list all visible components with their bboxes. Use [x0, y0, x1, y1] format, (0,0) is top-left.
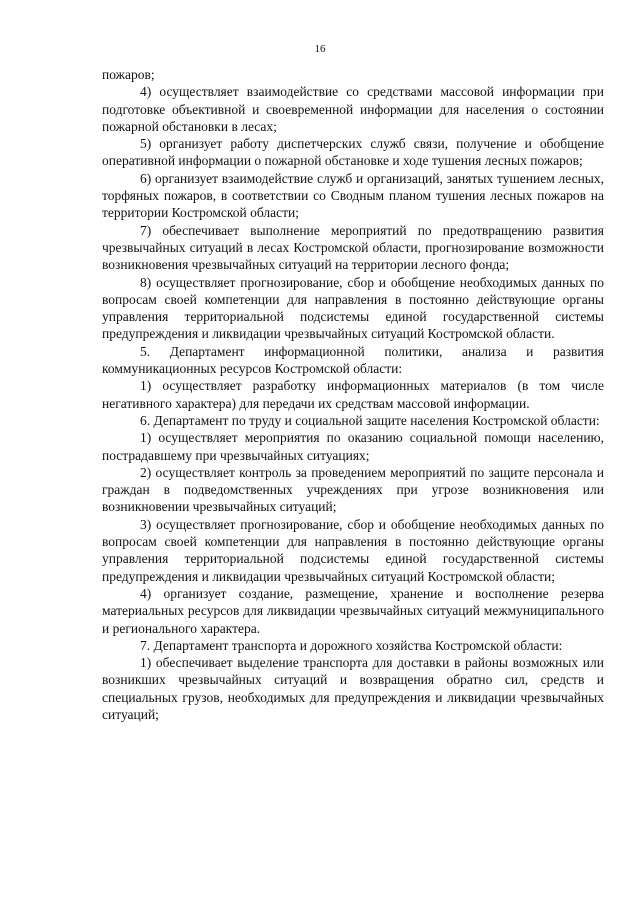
paragraph: 8) осуществляет прогнозирование, сбор и обобщение необходимых данных по вопросам своей компетенции для направления в постоянно действующие органы управления территориальной подсистемы единой государственной системы предупреждения и ликвидации чрезвычайных ситуаций Костромской области.: [102, 274, 604, 342]
page-number: 16: [314, 43, 326, 55]
paragraph: 6. Департамент по труду и социальной защите населения Костромской области:: [140, 412, 600, 428]
paragraph: 5) организует работу диспетчерских служб связи, получение и обобщение оперативной информации о пожарной обстановке и ходе тушения лесных пожаров;: [102, 136, 604, 169]
paragraph: 6) организует взаимодействие служб и организаций, занятых тушением лесных, торфяных пожаров, в соответствии со Сводным планом тушения лесных пожаров на территории Костромской области;: [102, 170, 604, 221]
paragraph: 7) обеспечивает выполнение мероприятий по предотвращению развития чрезвычайных ситуаций в лесах Костромской области, прогнозирование возможности возникновения чрезвычайных ситуаций на территории лесного фонда;: [102, 222, 604, 273]
paragraph: 5. Департамент информационной политики, анализа и развития коммуникационных ресурсов Костромской области:: [102, 343, 604, 377]
paragraph: 3) осуществляет прогнозирование, сбор и обобщение необходимых данных по вопросам своей компетенции для направления в постоянно действующие органы управления территориальной подсистемы единой государственной системы предупреждения и ликвидации чрезвычайных ситуаций Костромской области;: [102, 516, 604, 584]
paragraph: пожаров;: [102, 67, 155, 82]
paragraph: 7. Департамент транспорта и дорожного хозяйства Костромской области:: [140, 637, 563, 653]
document-body: [102, 66, 604, 723]
paragraph: 2) осуществляет контроль за проведением мероприятий по защите персонала и граждан в подведомственных учреждениях при угрозе возникновения или возникновении чрезвычайных ситуаций;: [102, 464, 604, 515]
paragraph: 1) осуществляет разработку информационных материалов (в том числе негативного характера) для передачи их средствам массовой информации.: [102, 378, 604, 411]
paragraph: 4) организует создание, размещение, хранение и восполнение резерва материальных ресурсов для ликвидации чрезвычайных ситуаций межмуниципального и регионального характера.: [102, 585, 604, 636]
paragraph: 4) осуществляет взаимодействие со средствами массовой информации при подготовке объективной и своевременной информации для населения о состоянии пожарной обстановки в лесах;: [102, 84, 604, 134]
paragraph: 1) осуществляет мероприятия по оказанию социальной помощи населению, пострадавшему при чрезвычайных ситуациях;: [102, 430, 604, 463]
paragraph: 1) обеспечивает выделение транспорта для доставки в районы возможных или возникших чрезвычайных ситуаций и возвращения обратно сил, средств и специальных грузов, необходимых для предупреждения и ликвидации чрезвычайных ситуаций;: [102, 655, 604, 722]
